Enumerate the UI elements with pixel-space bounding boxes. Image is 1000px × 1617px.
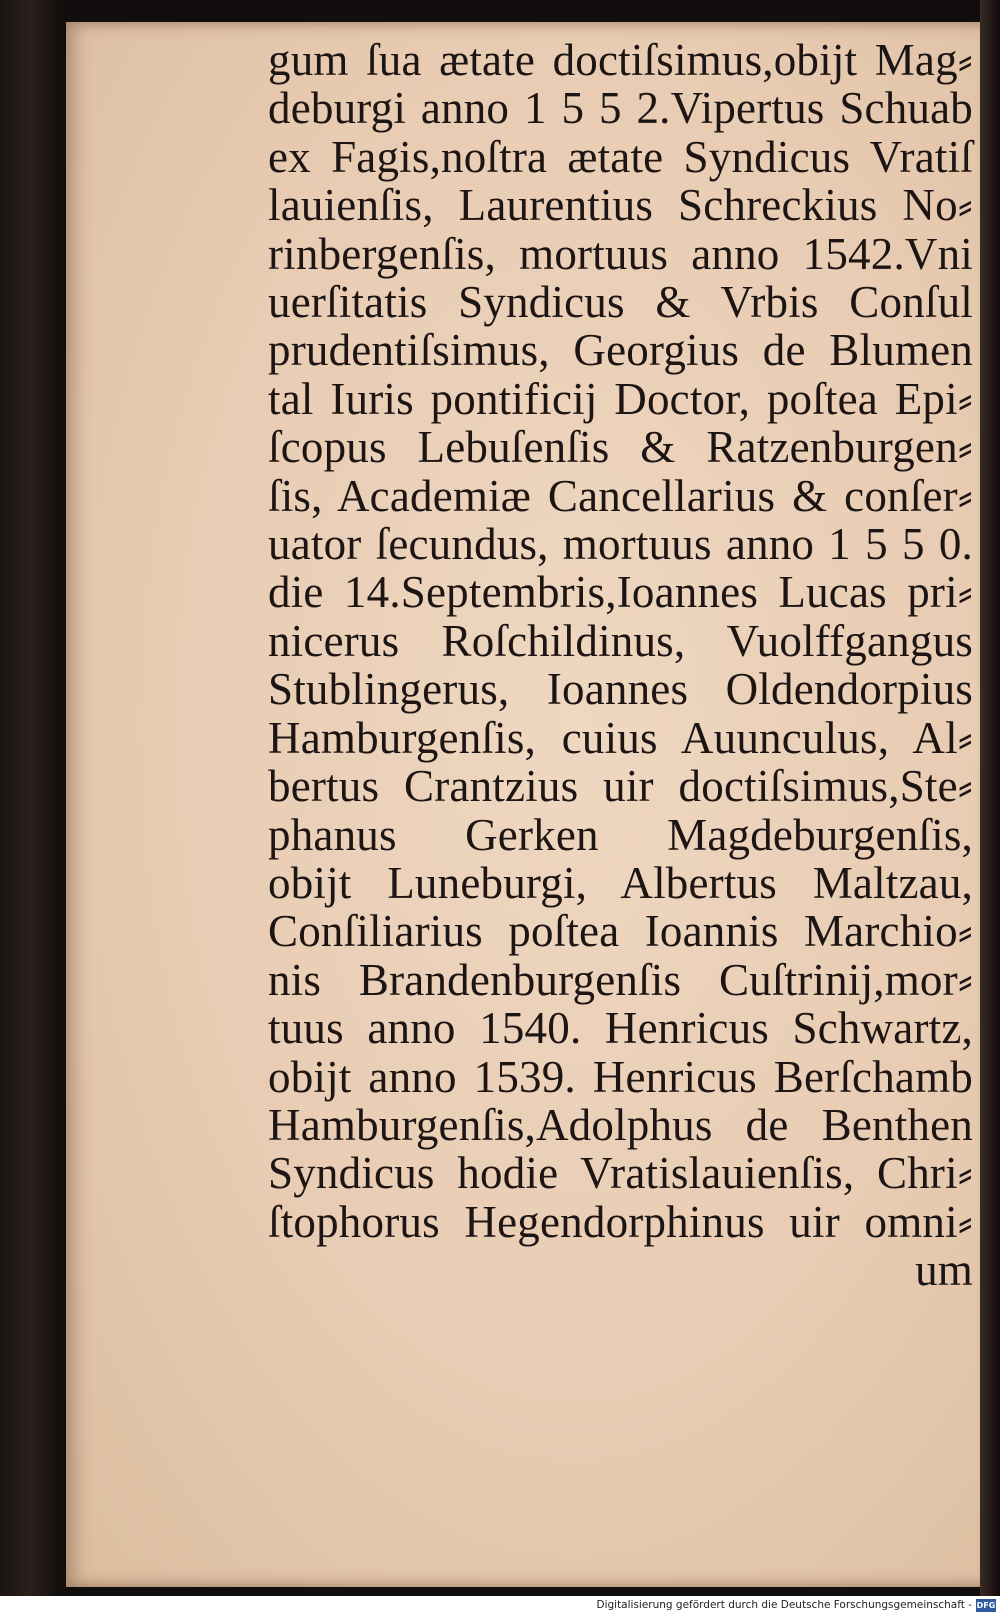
text-line: tal Iuris pontificij Doctor, poſtea Epi⸗ bbox=[268, 373, 973, 424]
text-line: bertus Crantzius uir doctiſsimus,Ste⸗ bbox=[268, 761, 973, 812]
text-line: phanus Gerken Magdeburgenſis, bbox=[268, 809, 973, 860]
text-line: lauienſis, Laurentius Schreckius No⸗ bbox=[268, 180, 973, 231]
text-line: obijt Luneburgi, Albertus Maltzau, bbox=[268, 857, 973, 908]
text-line: Conſiliarius poſtea Ioannis Marchio⸗ bbox=[268, 906, 973, 957]
text-line: obijt anno 1539. Henricus Berſchamb bbox=[268, 1051, 973, 1102]
text-line: Hamburgenſis,Adolphus de Benthen bbox=[268, 1099, 973, 1150]
text-line: nis Brandenburgenſis Cuſtrinij,mor⸗ bbox=[268, 954, 973, 1005]
page-text-block bbox=[268, 36, 988, 1295]
text-line: deburgi anno 1 5 5 2.Vipertus Schuab bbox=[268, 83, 973, 134]
text-line: ſtophorus Hegendorphinus uir omni⸗ bbox=[268, 1196, 973, 1247]
text-line: ex Fagis,noſtra ætate Syndicus Vratiſ bbox=[268, 131, 973, 182]
catchword: um bbox=[915, 1245, 973, 1296]
text-line: Hamburgenſis, cuius Auunculus, Al⸗ bbox=[268, 712, 973, 763]
text-line: Stublingerus, Ioannes Oldendorpius bbox=[268, 664, 973, 715]
text-line: tuus anno 1540. Henricus Schwartz, bbox=[268, 1003, 973, 1054]
text-line: uerſitatis Syndicus & Vrbis Conſul bbox=[268, 277, 973, 328]
text-line: die 14.Septembris,Ioannes Lucas pri⸗ bbox=[268, 567, 973, 618]
text-line: rinbergenſis, mortuus anno 1542.Vni bbox=[268, 228, 973, 279]
text-line: Syndicus hodie Vratislauienſis, Chri⸗ bbox=[268, 1148, 973, 1199]
text-line: prudentiſsimus, Georgius de Blumen bbox=[268, 325, 973, 376]
text-line: uator ſecundus, mortuus anno 1 5 5 0. bbox=[268, 519, 973, 570]
digitization-credit: Digitalisierung gefördert durch die Deutsche Forschungsgemeinschaft - bbox=[596, 1599, 972, 1611]
text-line: nicerus Roſchildinus, Vuolffgangus bbox=[268, 615, 973, 666]
dfg-logo-icon: DFG bbox=[976, 1601, 996, 1610]
text-line: ſcopus Lebuſenſis & Ratzenburgen⸗ bbox=[268, 422, 973, 473]
text-line: ſis, Academiæ Cancellarius & conſer⸗ bbox=[268, 470, 973, 521]
text-line: gum ſua ætate doctiſsimus,obijt Mag⸗ bbox=[268, 35, 973, 85]
footer-bar bbox=[0, 1596, 1000, 1617]
